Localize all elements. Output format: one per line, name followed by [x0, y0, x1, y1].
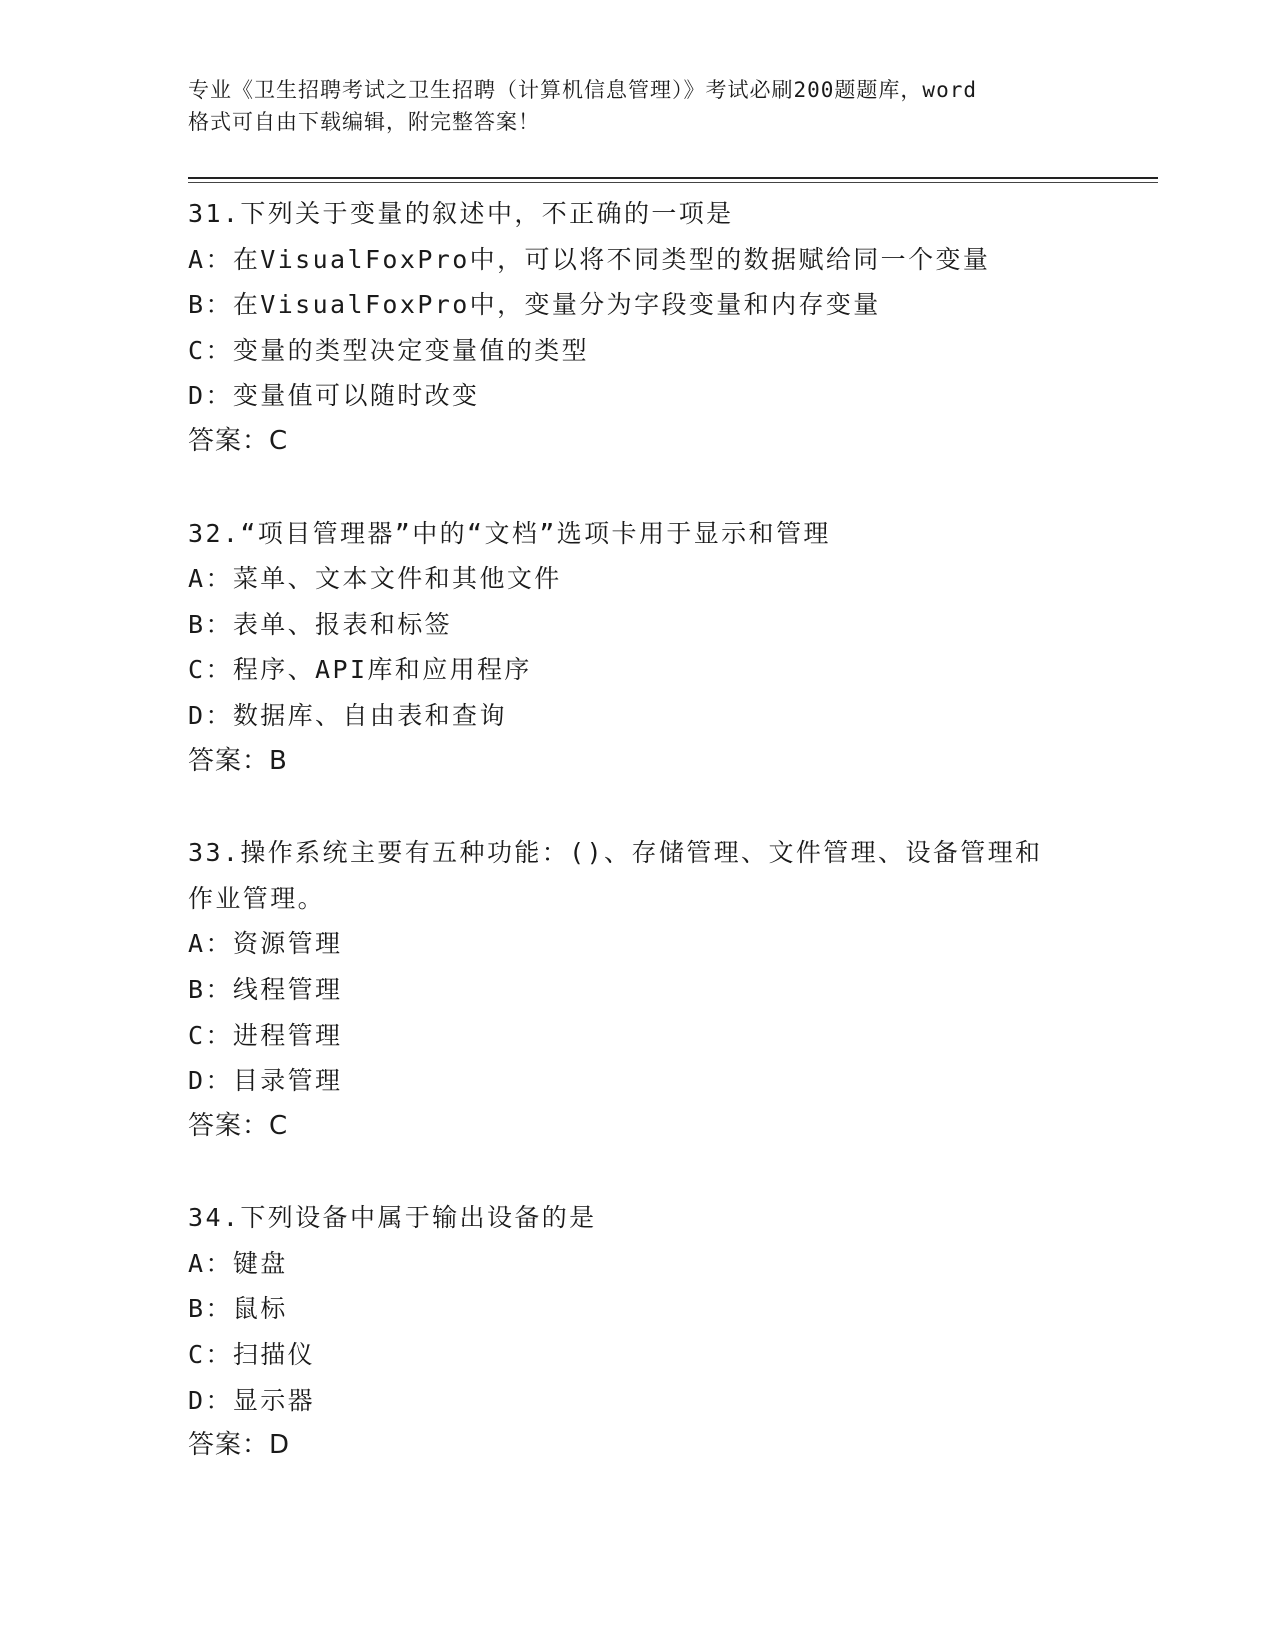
question-item: [188, 191, 1088, 465]
option-c: C：扫描仪: [188, 1340, 316, 1370]
answer-line: 答案：D: [188, 1430, 291, 1461]
option-b: B：线程管理: [188, 974, 343, 1004]
header-title-line-2: 格式可自由下载编辑，附完整答案！: [188, 110, 540, 134]
option-d: D：数据库、自由表和查询: [188, 700, 507, 730]
answer-line: 答案：B: [188, 745, 288, 776]
option-a: A：键盘: [188, 1248, 288, 1278]
option-b: B：在VisualFoxPro中，变量分为字段变量和内存变量: [188, 290, 881, 320]
question-stem: 33.操作系统主要有五种功能：()、存储管理、文件管理、设备管理和: [188, 838, 1043, 868]
option-a: A：在VisualFoxPro中，可以将不同类型的数据赋给同一个变量: [188, 244, 991, 274]
document-header: [188, 74, 1088, 138]
header-title-line-1: 专业《卫生招聘考试之卫生招聘（计算机信息管理）》考试必刷200题题库，word: [188, 78, 977, 102]
option-d: D：变量值可以随时改变: [188, 381, 480, 411]
option-b: B：鼠标: [188, 1294, 288, 1324]
question-list: [188, 191, 1088, 1515]
question-stem: 32.“项目管理器”中的“文档”选项卡用于显示和管理: [188, 518, 831, 548]
question-item: [188, 511, 1088, 785]
question-item: [188, 830, 1088, 1149]
answer-line: 答案：C: [188, 1110, 289, 1141]
header-divider-thin: [188, 182, 1158, 183]
question-stem: 34.下列设备中属于输出设备的是: [188, 1203, 597, 1233]
option-a: A：资源管理: [188, 929, 343, 959]
question-stem: 31.下列关于变量的叙述中，不正确的一项是: [188, 199, 734, 228]
question-item: [188, 1195, 1088, 1469]
answer-line: 答案：C: [188, 425, 289, 456]
option-c: C：变量的类型决定变量值的类型: [188, 335, 590, 365]
option-d: D：显示器: [188, 1385, 316, 1415]
header-divider-thick: [188, 177, 1158, 179]
option-a: A：菜单、文本文件和其他文件: [188, 564, 562, 594]
option-d: D：目录管理: [188, 1066, 343, 1096]
option-c: C：程序、API库和应用程序: [188, 655, 532, 685]
question-stem-continued: 作业管理。: [188, 883, 326, 913]
option-b: B：表单、报表和标签: [188, 609, 453, 639]
option-c: C：进程管理: [188, 1020, 343, 1050]
